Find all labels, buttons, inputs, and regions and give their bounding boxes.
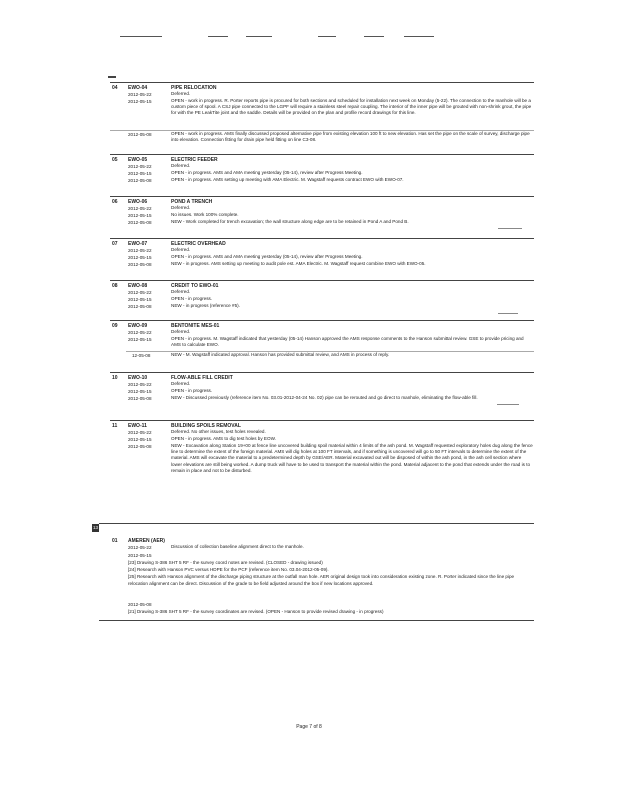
margin-mark [108, 76, 116, 78]
item-separator [110, 320, 534, 321]
item-number: 04 [112, 85, 118, 91]
entry-date: 2012-05-08 [128, 262, 152, 267]
entry-text: OPEN - in progress. M. Wagstaff indicated that yesterday (05-14) Hanson approved the AMS response comments to the Hanson submittal review. GSE to provide pricing and AMS to calculate EWO. [171, 336, 524, 348]
pen-mark [498, 313, 518, 314]
entry-date: 2012-05-15 [128, 337, 152, 342]
entry-text: Discussion of collection baseline alignment direct to the manhole. [171, 544, 304, 549]
item-number: 07 [112, 241, 118, 247]
entry-text: NEW - Excavation along Station 19+00 at fence line uncovered building spoil material within 4 limits of the ash pond. M. Wagstaff requested exploratory holes dug along the fence line to determine the extent of the foreign material. AMS will dig holes at 100 FT intervals, and if something is uncovered will go to 50 FT intervals to determine the extent of the material. AMS will excavate the material to a predetermined depth by GSE/AER. Material excavated out will be disposed of within the ash pond, in the ash cell section where lower elevations are still being worked. A dump truck will have to be used to transport the material within the pond. Material adjacent to the pond that extends under the road is to remain in place and not to be disturbed. [171, 443, 533, 473]
item-title: PIPE RELOCATION [171, 85, 217, 91]
header-rule [120, 36, 162, 37]
entry-text: NEW - M. Wagstaff indicated approval. Hanson has provided submittal review, and AMS in process of reply. [171, 352, 390, 357]
section-separator [99, 620, 534, 621]
section-separator [99, 523, 534, 524]
header-rule [404, 36, 434, 37]
entry-text: Deferred. No other issues, test holes revealed. [171, 429, 266, 434]
item-number: 05 [112, 157, 118, 163]
item-title: CREDIT TO EWO-01 [171, 283, 219, 289]
header-rule [318, 36, 336, 37]
entry-text: Deferred. [171, 205, 191, 210]
entry-text: OPEN - in progress. AMS and AMA meeting yesterday (05-14), review after Progress Meeting. [171, 170, 363, 175]
item-separator [110, 82, 534, 83]
item-number: 10 [112, 375, 118, 381]
entry-date: 2012-05-08 [128, 304, 152, 309]
entry-date: 2012-05-22 [128, 430, 152, 435]
entry-date: 2012-05-08 [128, 178, 152, 183]
entry-date: 2012-05-08 [128, 602, 152, 607]
item-code: EWO-07 [128, 241, 148, 247]
entry-date: 2012-05-22 [128, 545, 152, 550]
entry-date: 2012-05-22 [128, 248, 152, 253]
entry-text: OPEN - in progress. [171, 296, 213, 301]
entry-date: 2012-05-15 [128, 213, 152, 218]
entry-text: OPEN - work in progress. R. Porter reports pipe is procured for both sections and scheduled for installation next week on Monday (5-22). The connection to the manhole will be a custom piece of spool. A CSJ pipe connected to the LGPF will require a stainless steel repair coupling. The interior of the inner pipe will be grouted with non-shrink grout, the pipe for with the PE LeakTite joint and the saddle. Details will be provided on the plan and profile record drawings for this line. [171, 98, 532, 116]
entry-text: OPEN - work in progress. AMS finally discussed proposed alternative pipe from existing elevation 100 ft to new elevation. Has set the pipe on the scale of survey, discharge pipe into elevation. Connection fitting for drain pipe held fitting on line C3-08. [171, 131, 530, 143]
item-code: EWO-10 [128, 375, 148, 381]
entry-text: Deferred. [171, 329, 191, 334]
entry-date: 2012-05-08 [128, 220, 152, 225]
entry-date: 2012-05-08 [128, 396, 152, 401]
item-separator [110, 372, 534, 373]
entry-date: 2012-05-15 [128, 99, 152, 104]
entry-text: OPEN - in progress. AMS setting up meeting with AMA Electric. M. Wagstaff requests contract EWO with EWO-07. [171, 177, 404, 182]
item-number: 08 [112, 283, 118, 289]
entry-text: Deferred. [171, 247, 191, 252]
entry-text: Deferred. [171, 163, 191, 168]
item-code: EWO-08 [128, 283, 148, 289]
item-title: BENTONITE MES-01 [171, 323, 220, 329]
item-title: ELECTRIC OVERHEAD [171, 241, 226, 247]
header-rule [364, 36, 384, 37]
entry-date: 2012-05-15 [128, 553, 152, 558]
entry-date: 2012-05-22 [128, 290, 152, 295]
entry-date: 2012-05-22 [128, 92, 152, 97]
item-code: EWO-11 [128, 423, 147, 429]
item-separator [110, 238, 534, 239]
entry-date: 2012-05-22 [128, 164, 152, 169]
entry-text: No issues. Work 100% complete. [171, 212, 239, 217]
item-title: AMEREN (AER) [128, 538, 165, 544]
entry-date: 2012-05-15 [128, 255, 152, 260]
item-title: FLOW-ABLE FILL CREDIT [171, 375, 233, 381]
entry-date: 2012-05-22 [128, 330, 152, 335]
header-rule [246, 36, 272, 37]
entry-text: NEW - Discussed previously (reference item No. 03.01-2012-04-24 No. 02) pipe can be rerouted and go direct to manhole, eliminating the flow-able fill. [171, 395, 478, 400]
entry-text: Deferred. [171, 381, 191, 386]
entry-text: [24] Research with Hanson PVC versus HDPE for the PCF (reference item No. 03.04-2012-05-09). [128, 567, 329, 572]
entry-text: Deferred. [171, 91, 191, 96]
item-code: EWO-06 [128, 199, 148, 205]
header-rule [208, 36, 228, 37]
entry-text: NEW - in progress (reference #5). [171, 303, 240, 308]
entry-date: 2012-05-15 [128, 389, 152, 394]
entry-date: 2012-05-22 [128, 382, 152, 387]
pen-mark [497, 404, 519, 405]
entry-date: 2012-05-15 [128, 297, 152, 302]
entry-text: NEW - Work completed for trench excavation; the wall structure along edge are to be retained in Pond A and Pond B. [171, 219, 409, 224]
item-code: EWO-09 [128, 323, 148, 329]
entry-text: [25] Research with Hanson alignment of the discharge piping structure at the outfall man hole. AER original design took into consideration existing zone. R. Porter indicated since the line pipe relocation alignment can be direct. Discussion of the grade to be field adjusted around the box if new locations approved. [128, 574, 515, 586]
entry-text: [23] Drawing S-386 SHT 5 RF - the survey coord notes are revised. (CLOSED - drawing issued) [128, 560, 323, 565]
entry-date: 12-05-08 [132, 353, 151, 358]
item-number: 06 [112, 199, 118, 205]
item-code: EWO-05 [128, 157, 148, 163]
item-code: EWO-04 [128, 85, 148, 91]
item-title: BUILDING SPOILS REMOVAL [171, 423, 241, 429]
entry-text: Deferred. [171, 289, 191, 294]
item-separator [110, 196, 534, 197]
entry-text: OPEN - in progress. [171, 388, 213, 393]
entry-date: 2012-05-08 [128, 132, 152, 137]
entry-text: [21] Drawing S-386 SHT 5 RF - the survey coordinates are revised. (OPEN - Hanson to provide revised drawing - in progress) [128, 609, 384, 614]
entry-date: 2012-05-08 [128, 444, 152, 449]
item-number: 09 [112, 323, 118, 329]
item-title: POND A TRENCH [171, 199, 213, 205]
section-badge: 13 [92, 525, 98, 530]
item-number: 11 [112, 423, 118, 429]
page-number: Page 7 of 8 [296, 724, 322, 730]
entry-date: 2012-05-15 [128, 437, 152, 442]
item-title: ELECTRIC FEEDER [171, 157, 218, 163]
entry-text: OPEN - in progress. AMS and AMA meeting yesterday (05-14), review after Progress Meeting. [171, 254, 363, 259]
item-separator [110, 420, 534, 421]
item-separator [110, 154, 534, 155]
entry-text: OPEN - in progress. AMS to dig test holes by EOW. [171, 436, 276, 441]
pen-mark [498, 228, 522, 229]
entry-date: 2012-05-15 [128, 171, 152, 176]
entry-date: 2012-05-22 [128, 206, 152, 211]
item-separator [110, 280, 534, 281]
item-number: 01 [112, 538, 118, 544]
entry-text: NEW - in progress. AMS setting up meeting to audit pole est. AMA Electric. M. Wagstaff request combine EWO with EWO-05. [171, 261, 426, 266]
